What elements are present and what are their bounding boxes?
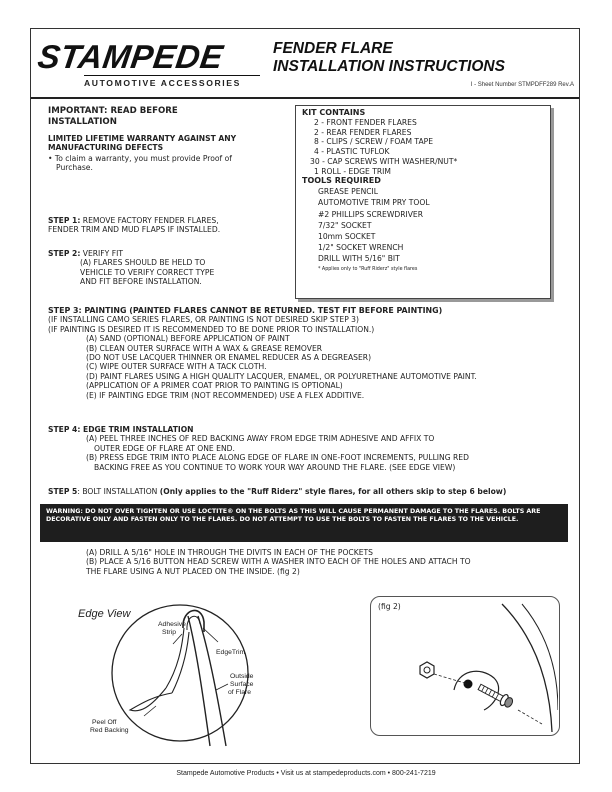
fig2-label: (fig 2) <box>378 602 401 611</box>
kit-item: 30 - CAP SCREWS WITH WASHER/NUT* <box>310 156 458 166</box>
tool-item: #2 PHILLIPS SCREWDRIVER <box>318 209 423 219</box>
edge-view-title: Edge View <box>78 608 131 620</box>
step-3-item: (APPLICATION OF A PRIMER COAT PRIOR TO PAINTING IS OPTIONAL) <box>86 381 343 391</box>
step-4 <box>48 425 469 472</box>
step-3 <box>48 306 477 400</box>
step-3-item: (A) SAND (OPTIONAL) BEFORE APPLICATION OF PAINT <box>86 334 290 344</box>
document-title-line2: INSTALLATION INSTRUCTIONS <box>273 58 505 75</box>
step-3-item: (B) CLEAN OUTER SURFACE WITH A WAX & GREASE REMOVER <box>86 343 323 353</box>
tool-item: 1/2" SOCKET WRENCH <box>318 243 404 253</box>
step-5-items <box>86 548 471 576</box>
sheet-number: I - Sheet Number STMPDFF289 Rev.A <box>470 82 574 88</box>
document-title-line1: FENDER FLARE <box>273 40 393 57</box>
logo-tagline: AUTOMOTIVE ACCESSORIES <box>84 75 260 88</box>
header-divider <box>31 97 579 99</box>
fig2-diagram <box>372 600 558 734</box>
adhesive-label-1: Adhesive <box>158 621 186 628</box>
important-line2: INSTALLATION <box>48 116 117 127</box>
step-2-sub: AND FIT BEFORE INSTALLATION. <box>80 277 202 287</box>
outside-label-1: Outside <box>230 673 254 680</box>
stampede-logo <box>35 38 268 88</box>
footer: Stampede Automotive Products • Visit us at stampedeproducts.com • 800-241-7219 <box>176 770 436 777</box>
kit-item: 2 - REAR FENDER FLARES <box>314 127 412 137</box>
kit-contains-heading: KIT CONTAINS <box>302 108 366 117</box>
tools-required-heading: TOOLS REQUIRED <box>302 176 381 186</box>
step-2-text: VERIFY FIT <box>80 249 123 258</box>
kit-footnote: * Applies only to "Ruff Riderz" style flares <box>318 266 418 272</box>
step-3-item: (C) WIPE OUTER SURFACE WITH A TACK CLOTH. <box>86 362 267 372</box>
warning-banner: WARNING: DO NOT OVER TIGHTEN OR USE LOCTITE® ON THE BOLTS AS THIS WILL CAUSE PERMANENT DAMAGE TO THE FLARES. BOLTS ARE DECORATIVE ONLY AND FASTEN ONLY TO THE FLARES. DO NOT ATTEMPT TO USE THE BOLTS TO FASTEN THE FLARES TO THE VEHICLE. <box>40 504 568 542</box>
important-notice <box>48 106 178 127</box>
step-1-text: REMOVE FACTORY FENDER FLARES, <box>80 216 219 225</box>
step-2-sub: VEHICLE TO VERIFY CORRECT TYPE <box>80 267 215 277</box>
important-line1: IMPORTANT: READ BEFORE <box>48 106 178 116</box>
step-5-item: THE FLARE USING A NUT PLACED ON THE INSIDE. (fig 2) <box>86 566 300 576</box>
warranty-claim-line1: • To claim a warranty, you must provide Proof of <box>48 154 232 163</box>
kit-contents-box <box>295 105 551 299</box>
step-4-item: (B) PRESS EDGE TRIM INTO PLACE ALONG EDGE OF FLARE IN ONE-FOOT INCREMENTS, PULLING RED <box>86 453 469 463</box>
step-4-item: BACKING FREE AS YOU CONTINUE TO WORK YOUR WAY AROUND THE FLARE. (SEE EDGE VIEW) <box>94 462 456 472</box>
step-1-label: STEP 1: <box>48 216 81 225</box>
peel-label-2: Red Backing <box>90 727 129 734</box>
step-1-text-2: FENDER TRIM AND MUD FLAPS IF INSTALLED. <box>48 225 221 235</box>
edge-trim-label: EdgeTrim <box>216 649 246 656</box>
step-2 <box>48 249 214 287</box>
step-2-sub: (A) FLARES SHOULD BE HELD TO <box>80 258 206 268</box>
warranty-claim-line2: Purchase. <box>56 163 93 172</box>
step-3-item: (E) IF PAINTING EDGE TRIM (NOT RECOMMENDED) USE A FLEX ADDITIVE. <box>86 390 365 400</box>
outside-label-3: of Flare <box>228 689 252 696</box>
tool-item: 7/32" SOCKET <box>318 220 372 230</box>
kit-item: 8 - CLIPS / SCREW / FOAM TAPE <box>314 137 434 147</box>
edge-view-diagram <box>70 598 260 748</box>
adhesive-label-2: Strip <box>162 629 176 636</box>
step-4-item: OUTER EDGE OF FLARE AT ONE END. <box>94 443 235 453</box>
step-5-item: (B) PLACE A 5/16 BUTTON HEAD SCREW WITH A WASHER INTO EACH OF THE HOLES AND ATTACH TO <box>86 557 471 567</box>
kit-item: 2 - FRONT FENDER FLARES <box>314 118 417 127</box>
warranty-line2: MANUFACTURING DEFECTS <box>48 143 164 153</box>
kit-item: 1 ROLL - EDGE TRIM <box>314 166 391 176</box>
step-5-note: (Only applies to the "Ruff Riderz" style flares, for all others skip to step 6 below) <box>159 487 507 496</box>
step-4-heading: STEP 4: EDGE TRIM INSTALLATION <box>48 425 194 434</box>
warranty-heading <box>48 134 236 153</box>
warranty-line1: LIMITED LIFETIME WARRANTY AGAINST ANY <box>48 134 237 143</box>
outside-label-2: Surface <box>230 681 254 688</box>
peel-label-1: Peel Off <box>92 719 117 726</box>
step-5 <box>48 487 506 496</box>
step-4-item: (A) PEEL THREE INCHES OF RED BACKING AWAY FROM EDGE TRIM ADHESIVE AND AFFIX TO <box>86 434 435 444</box>
tool-item: 10mm SOCKET <box>318 232 376 242</box>
tool-item: AUTOMOTIVE TRIM PRY TOOL <box>318 198 430 208</box>
tool-item: GREASE PENCIL <box>318 187 379 197</box>
step-3-item: (DO NOT USE LACQUER THINNER OR ENAMEL REDUCER AS A DEGREASER) <box>86 353 372 363</box>
step-5-item: (A) DRILL A 5/16" HOLE IN THROUGH THE DIVITS IN EACH OF THE POCKETS <box>86 548 373 557</box>
logo-wordmark: STAMPEDE <box>35 38 226 75</box>
kit-item: 4 - PLASTIC TUFLOK <box>314 147 390 157</box>
tool-item: DRILL WITH 5/16" BIT <box>318 254 400 264</box>
step-3-item: (D) PAINT FLARES USING A HIGH QUALITY LACQUER, ENAMEL, OR POLYURETHANE AUTOMOTIVE PAINT. <box>86 371 477 381</box>
step-3-note: (IF PAINTING IS DESIRED IT IS RECOMMENDED TO BE DONE PRIOR TO INSTALLATION.) <box>48 324 375 334</box>
step-2-label: STEP 2: <box>48 249 81 258</box>
step-3-note: (IF INSTALLING CAMO SERIES FLARES, OR PAINTING IS NOT DESIRED SKIP STEP 3) <box>48 315 359 325</box>
step-1 <box>48 216 220 235</box>
step-5-text: : BOLT INSTALLATION <box>77 487 160 496</box>
step-3-heading: STEP 3: PAINTING (PAINTED FLARES CANNOT BE RETURNED. TEST FIT BEFORE PAINTING) <box>48 306 443 315</box>
step-5-label: STEP 5 <box>48 487 78 496</box>
